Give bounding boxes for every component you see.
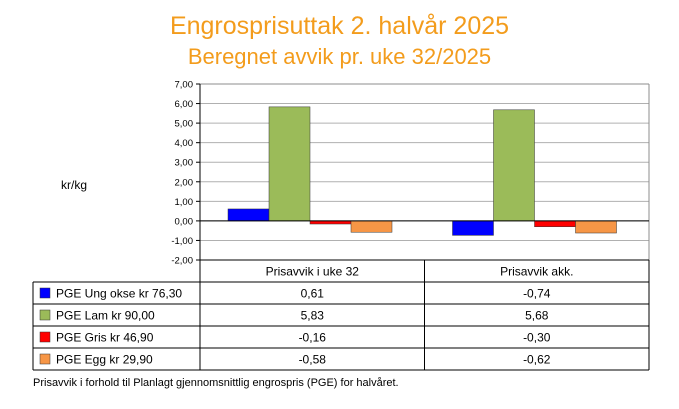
chart-subtitle: Beregnet avvik pr. uke 32/2025 bbox=[187, 44, 492, 69]
y-tick-label: 4,00 bbox=[174, 138, 193, 150]
bar-1-1 bbox=[228, 209, 269, 221]
bar-4-1 bbox=[351, 221, 392, 232]
legend-key bbox=[40, 332, 50, 342]
y-tick-label: 1,00 bbox=[174, 196, 193, 208]
data-label: -0,58 bbox=[298, 352, 326, 367]
legend-label: PGE Ung okse kr 76,30 bbox=[56, 286, 183, 301]
chart-title: Engrosprisuttak 2. halvår 2025 bbox=[169, 12, 510, 40]
data-label: -0,74 bbox=[523, 286, 551, 301]
bar-4-2 bbox=[576, 221, 617, 233]
legend-key bbox=[40, 288, 50, 298]
bar-1-2 bbox=[453, 221, 494, 235]
data-label: -0,30 bbox=[523, 330, 551, 345]
y-tick-label: 5,00 bbox=[174, 118, 193, 130]
legend-label: PGE Egg kr 29,90 bbox=[56, 352, 153, 367]
y-axis-label: kr/kg bbox=[61, 178, 88, 192]
y-tick-label: 7,00 bbox=[174, 79, 193, 91]
y-tick-label: -2,00 bbox=[171, 255, 193, 267]
category-label: Prisavvik akk. bbox=[500, 264, 574, 279]
data-label: -0,62 bbox=[523, 352, 551, 367]
data-label: 5,68 bbox=[525, 308, 549, 323]
bar-2-2 bbox=[494, 110, 535, 221]
legend-label: PGE Lam kr 90,00 bbox=[56, 308, 155, 323]
data-label: -0,16 bbox=[298, 330, 326, 345]
footnote: Prisavvik i forhold til Planlagt gjennomsnittlig engrospris (PGE) for halvåret. bbox=[33, 377, 399, 389]
y-tick-label: 3,00 bbox=[174, 157, 193, 169]
y-tick-label: 0,00 bbox=[174, 216, 193, 228]
y-tick-label: 2,00 bbox=[174, 177, 193, 189]
bar-3-2 bbox=[535, 221, 576, 227]
y-tick-label: -1,00 bbox=[171, 235, 193, 247]
data-label: 0,61 bbox=[300, 286, 324, 301]
category-label: Prisavvik i uke 32 bbox=[265, 264, 359, 279]
data-label: 5,83 bbox=[300, 308, 324, 323]
legend-label: PGE Gris kr 46,90 bbox=[56, 330, 154, 345]
bar-2-1 bbox=[269, 107, 310, 221]
legend-key bbox=[40, 310, 50, 320]
y-tick-label: 6,00 bbox=[174, 99, 193, 111]
legend-key bbox=[40, 354, 50, 364]
